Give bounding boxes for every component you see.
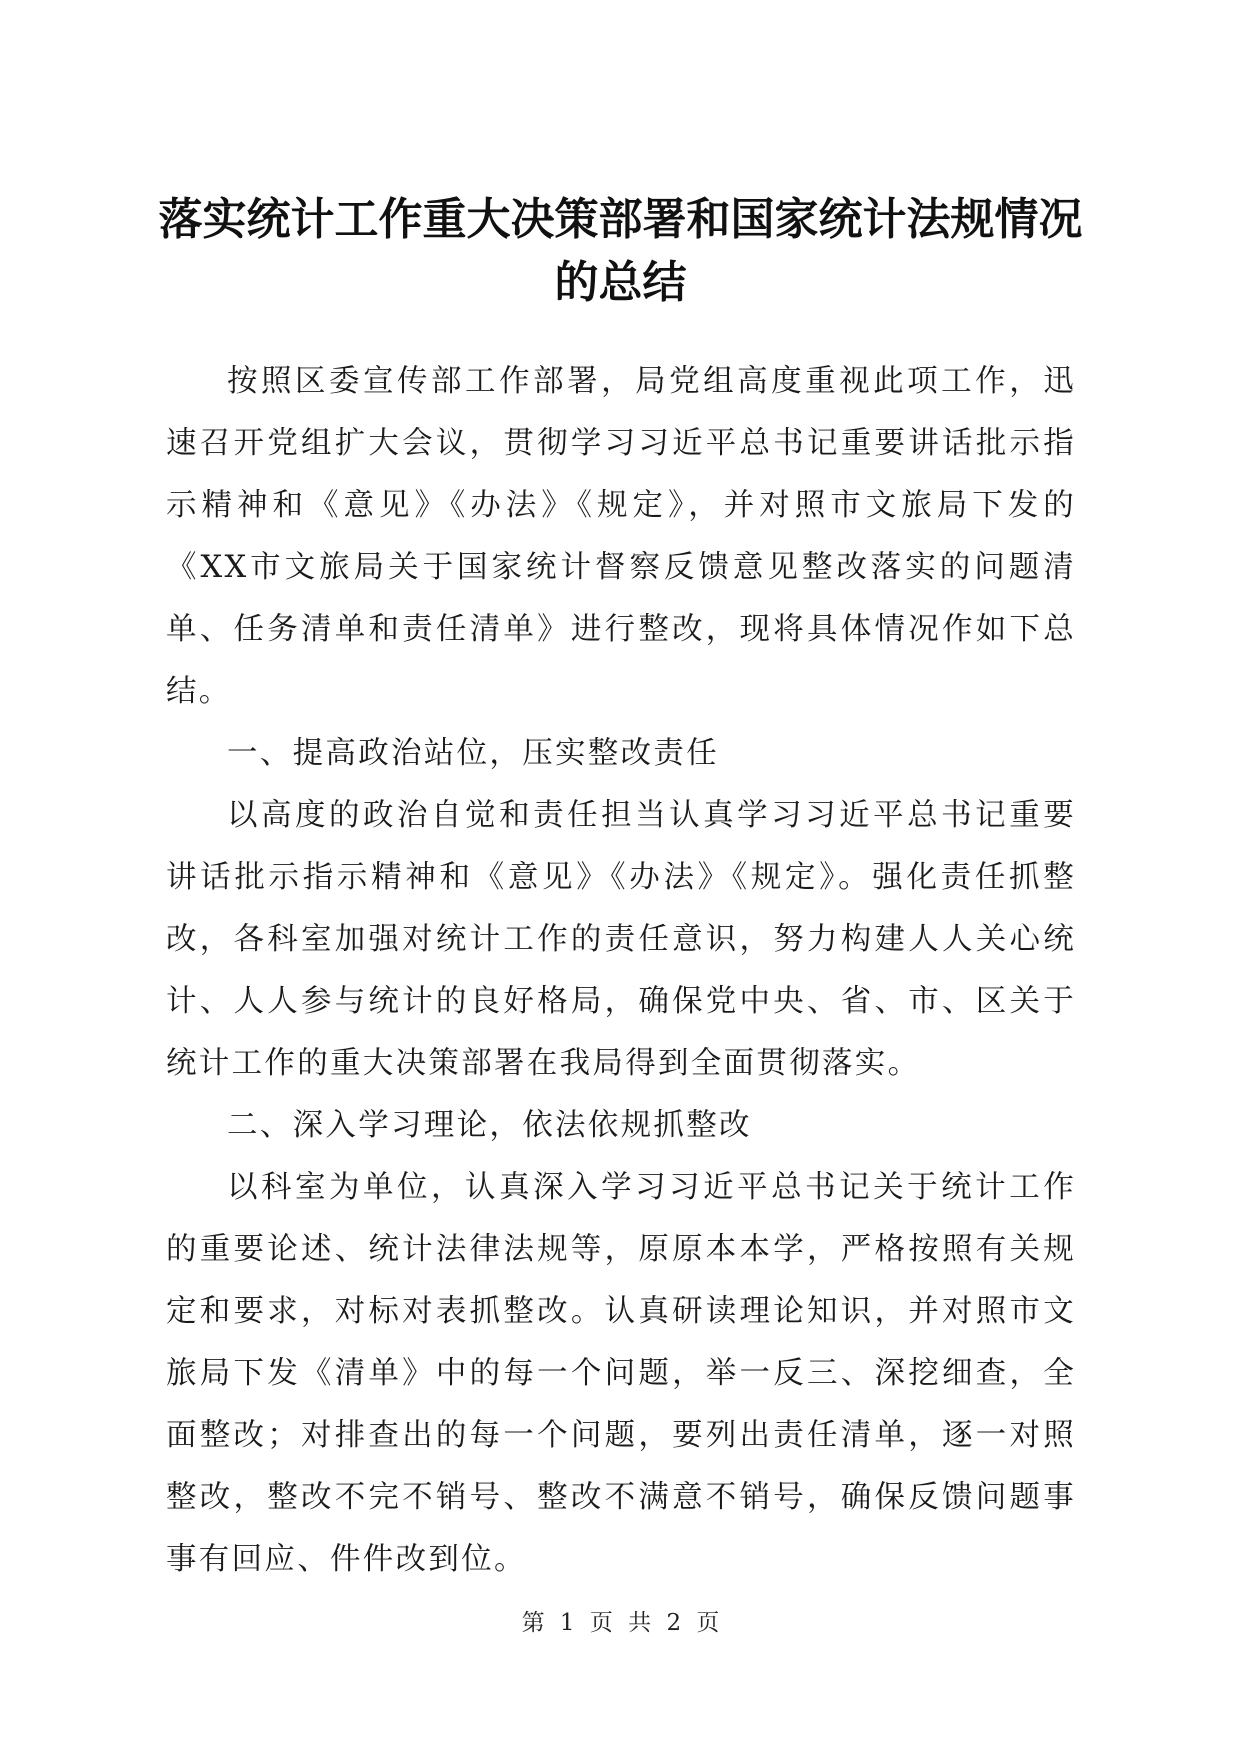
document-body [166,351,1076,1591]
section-heading-1: 一、提高政治站位，压实整改责任 [227,736,719,771]
intro-paragraph: 按照区委宣传部工作部署，局党组高度重视此项工作，迅速召开党组扩大会议，贯彻学习习近平总书记重要讲话批示指示精神和《意见》《办法》《规定》，并对照市文旅局下发的《XX市文旅局关于国家统计督察反馈意见整改落实的问题清单、任务清单和责任清单》进行整改，现将具体情况作如下总结。 [166,364,1076,709]
page-number-footer: 第 1 页 共 2 页 [521,1610,720,1636]
section-2-paragraph: 以科室为单位，认真深入学习习近平总书记关于统计工作的重要论述、统计法律法规等，原原本本学，严格按照有关规定和要求，对标对表抓整改。认真研读理论知识，并对照市文旅局下发《清单》中的每一个问题，举一反三、深挖细查，全面整改；对排查出的每一个问题，要列出责任清单，逐一对照整改，整改不完不销号、整改不满意不销号，确保反馈问题事事有回应、件件改到位。 [166,1170,1076,1577]
document-title: 落实统计工作重大决策部署和国家统计法规情况的总结 [158,194,1083,308]
section-heading-2: 二、深入学习理论，依法依规抓整改 [227,1108,752,1143]
section-1-paragraph: 以高度的政治自觉和责任担当认真学习习近平总书记重要讲话批示指示精神和《意见》《办法》《规定》。强化责任抓整改，各科室加强对统计工作的责任意识，努力构建人人关心统计、人人参与统计的良好格局，确保党中央、省、市、区关于统计工作的重大决策部署在我局得到全面贯彻落实。 [166,798,1076,1081]
